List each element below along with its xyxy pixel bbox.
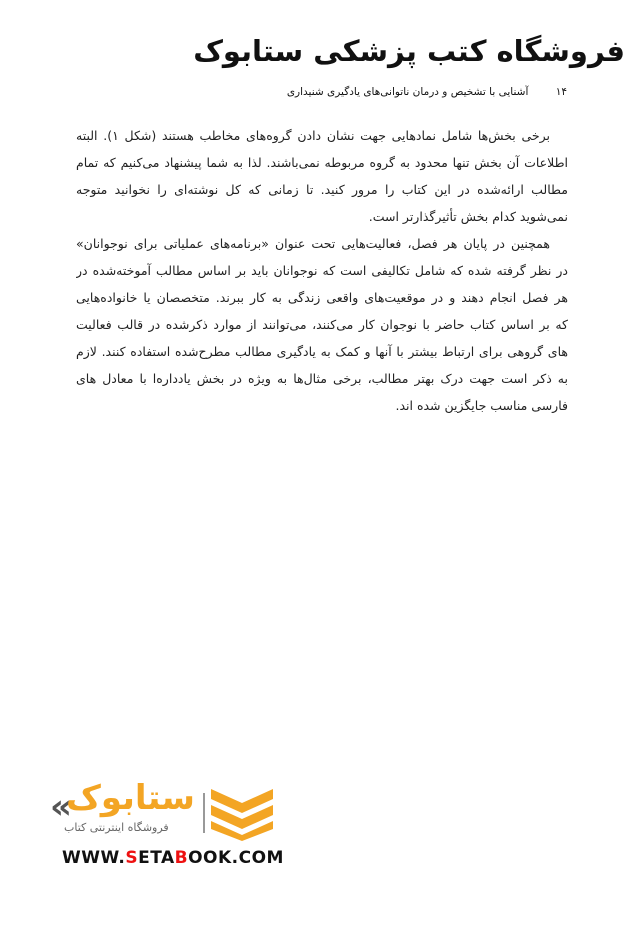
text-line: به ذکر است جهت درک بهتر مطالب، برخی مثال‌ها به ویژه در بخش یادداره‌ا با معادل های — [76, 371, 568, 386]
setabook-logo — [50, 778, 275, 843]
text-line: اطلاعات آن بخش تنها محدود به گروه مربوطه نمی‌باشند. لذا به شما پیشنهاد می‌کنیم که تمام — [76, 155, 568, 170]
website-url[interactable] — [62, 848, 284, 868]
text-line: مطالب ارائه‌شده در این کتاب را مرور کنید. تا زمانی که کل نوشته‌ای را نخوانید متوجه — [76, 182, 568, 197]
text-line: فارسی مناسب جایگزین شده اند. — [395, 398, 568, 413]
page-title: فروشگاه کتب پزشکی ستابوک — [193, 34, 625, 68]
paragraph — [76, 230, 568, 419]
url-part: ETA — [138, 848, 175, 868]
book-chevron-icon — [209, 785, 275, 841]
page-number: ۱۴ — [555, 86, 567, 98]
text-line: هر فصل انجام دهند و در موقعیت‌های واقعی زندگی به کار ببرند. متخصصان یا خانواده‌هایی — [76, 290, 568, 305]
url-part: S — [125, 848, 139, 868]
text-line: همچنین در پایان هر فصل، فعالیت‌هایی تحت عنوان «برنامه‌های عملیاتی برای نوجوانان» — [76, 236, 550, 251]
url-part: WWW. — [62, 848, 126, 868]
text-line: های گروهی برای ارتباط بیشتر با آنها و کمک به یادگیری مطالب مطرح‌شده استفاده کنند. لازم — [76, 344, 568, 359]
logo-divider — [203, 793, 205, 833]
text-line: که بر اساس کتاب حاضر با نوجوان کار می‌کنند، می‌توانند از موارد ذکرشده در قالب فعالیت — [76, 317, 568, 332]
url-part: B — [174, 848, 189, 868]
logo-brand: ستابوک — [66, 778, 195, 818]
text-line: نمی‌شوید کدام بخش تأثیرگذارتر است. — [368, 209, 568, 224]
text-line: در نظر گرفته شده که شامل تکالیفی است که نوجوانان باید بر اساس مطالب آموخته‌شده در — [76, 263, 568, 278]
running-header — [287, 86, 567, 98]
paragraph — [76, 122, 568, 230]
running-title: آشنایی با تشخیص و درمان ناتوانی‌های یادگیری شنیداری — [286, 86, 529, 98]
text-line: برخی بخش‌ها شامل نمادهایی جهت نشان دادن گروه‌های مخاطب هستند (شکل ۱). البته — [76, 128, 550, 143]
body-text — [76, 122, 568, 419]
double-chevron-icon: « — [50, 787, 60, 827]
url-part: OOK.COM — [188, 848, 284, 868]
logo-tagline: فروشگاه اینترنتی کتاب — [64, 821, 169, 834]
